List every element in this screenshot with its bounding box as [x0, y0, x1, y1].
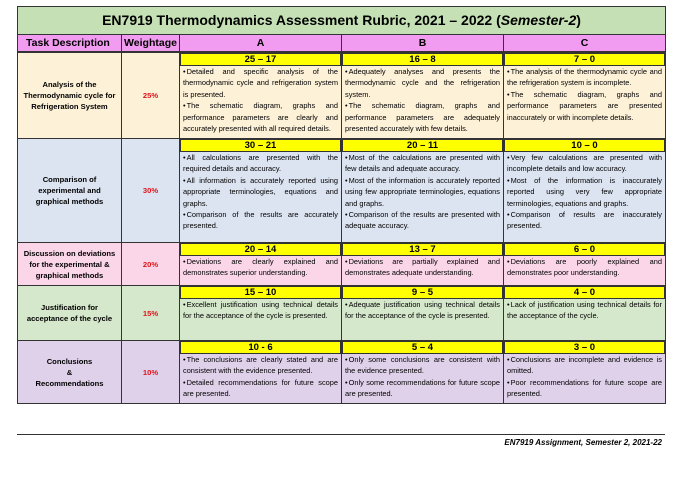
grade-description [342, 299, 503, 340]
criteria-bullet: • The schematic diagram, graphs and performance parameters are presented inaccurately or with incomplete details. [507, 89, 662, 123]
task-line: & [66, 367, 73, 377]
grade-cell-c [504, 341, 666, 404]
task-line: graphical methods [35, 270, 104, 280]
task-line: Comparison of [42, 175, 97, 184]
rubric-table [17, 6, 666, 52]
score-range: 13 – 7 [342, 243, 503, 256]
criteria-bullet: • Very few calculations are presented with incomplete details and low accuracy. [507, 152, 662, 175]
criteria-bullet: • Detailed recommendations for future scope are presented. [183, 377, 338, 400]
task-line: acceptance of the cycle [26, 314, 113, 323]
header-grade-a: A [180, 35, 342, 52]
grade-description [504, 152, 665, 242]
criteria-bullet: • Adequately analyses and presents the thermodynamic cycle and the refrigeration system. [345, 66, 500, 100]
header-grade-b: B [342, 35, 504, 52]
rubric-body [17, 52, 666, 404]
criteria-bullet: • Most of the information is accurately reported using few appropriate terminologies, equations and graphs. [345, 175, 500, 209]
score-range: 10 – 0 [504, 139, 665, 152]
grade-cell-a [180, 286, 342, 341]
task-description [18, 139, 122, 243]
task-line: Conclusions [46, 356, 93, 366]
grade-cell-a [180, 341, 342, 404]
grade-cell-a [180, 53, 342, 139]
criteria-bullet: • Deviations are partially explained and demonstrates adequate understanding. [345, 256, 500, 279]
task-line: Discussion on deviations [23, 248, 116, 258]
score-range: 15 – 10 [180, 286, 341, 299]
criteria-bullet: • Only some recommendations for future scope are presented. [345, 377, 500, 400]
grade-description [504, 66, 665, 138]
grade-description [342, 152, 503, 242]
grade-cell-b [342, 286, 504, 341]
grade-description [342, 66, 503, 138]
grade-cell-a [180, 139, 342, 243]
weightage-value: 20% [122, 243, 180, 286]
score-range: 10 - 6 [180, 341, 341, 354]
criteria-bullet: • Most of the information is inaccurately reported using very few appropriate terminologies, equations and graphs. [507, 175, 662, 209]
score-range: 5 – 4 [342, 341, 503, 354]
header-weightage: Weightage [122, 35, 180, 52]
score-range: 30 – 21 [180, 139, 341, 152]
task-description [18, 286, 122, 341]
criteria-bullet: • Comparison of results are inaccurately presented. [507, 209, 662, 232]
rubric-row [18, 243, 666, 286]
grade-description [180, 256, 341, 285]
criteria-bullet: • Detailed and specific analysis of the thermodynamic cycle and refrigeration system is presented. [183, 66, 338, 100]
criteria-bullet: • Conclusions are incomplete and evidence is omitted. [507, 354, 662, 377]
score-range: 16 – 8 [342, 53, 503, 66]
grade-cell-b [342, 243, 504, 286]
criteria-bullet: • All information is accurately reported using appropriate terminologies, equations and graphs. [183, 175, 338, 209]
weightage-value: 10% [122, 341, 180, 404]
rubric-row [18, 286, 666, 341]
task-description [18, 341, 122, 404]
score-range: 7 – 0 [504, 53, 665, 66]
grade-cell-b [342, 341, 504, 404]
header-grade-c: C [504, 35, 666, 52]
task-line: experimental and [38, 186, 101, 195]
task-line: Refrigeration System [31, 102, 108, 111]
task-line: Recommendations [35, 378, 104, 388]
grade-cell-b [342, 53, 504, 139]
criteria-bullet: • The schematic diagram, graphs and performance parameters are clearly and accurately presented with all required details. [183, 100, 338, 134]
score-range: 4 – 0 [504, 286, 665, 299]
weightage-value: 30% [122, 139, 180, 243]
criteria-bullet: • The analysis of the thermodynamic cycle and the refrigeration system is incomplete. [507, 66, 662, 89]
criteria-bullet: • Comparison of the results are accurately presented. [183, 209, 338, 232]
rubric-container [17, 6, 665, 404]
criteria-bullet: • The conclusions are clearly stated and are consistent with the evidence presented. [183, 354, 338, 377]
task-line: graphical methods [35, 197, 104, 206]
criteria-bullet: • All calculations are presented with the required details and accuracy. [183, 152, 338, 175]
criteria-bullet: • Most of the calculations are presented with few details and adequate accuracy. [345, 152, 500, 175]
header-task: Task Description [18, 35, 122, 52]
grade-cell-a [180, 243, 342, 286]
score-range: 6 – 0 [504, 243, 665, 256]
grade-cell-c [504, 286, 666, 341]
grade-cell-c [504, 243, 666, 286]
score-range: 9 – 5 [342, 286, 503, 299]
grade-description [342, 256, 503, 285]
footer-divider [17, 434, 665, 435]
criteria-bullet: • Only some conclusions are consistent with the evidence presented. [345, 354, 500, 377]
grade-description [180, 66, 341, 138]
task-description [18, 243, 122, 286]
grade-cell-b [342, 139, 504, 243]
criteria-bullet: • Deviations are poorly explained and demonstrates poor understanding. [507, 256, 662, 279]
grade-description [342, 354, 503, 403]
rubric-title: EN7919 Thermodynamics Assessment Rubric, 2021 – 2022 (Semester-2) [18, 7, 666, 35]
score-range: 20 – 14 [180, 243, 341, 256]
rubric-row [18, 139, 666, 243]
score-range: 25 – 17 [180, 53, 341, 66]
rubric-row [18, 53, 666, 139]
criteria-bullet: • Adequate justification using technical details for the acceptance of the cycle is presented. [345, 299, 500, 322]
grade-description [180, 152, 341, 242]
task-line: Analysis of the [42, 80, 97, 89]
grade-description [504, 354, 665, 403]
weightage-value: 25% [122, 53, 180, 139]
grade-description [504, 299, 665, 340]
header-row [18, 35, 666, 52]
criteria-bullet: • The schematic diagram, graphs and performance parameters are adequately presented accurately with few details. [345, 100, 500, 134]
grade-description [180, 354, 341, 403]
criteria-bullet: • Deviations are clearly explained and demonstrates superior understanding. [183, 256, 338, 279]
task-description [18, 53, 122, 139]
rubric-row [18, 341, 666, 404]
criteria-bullet: • Poor recommendations for future scope are presented. [507, 377, 662, 400]
grade-description [504, 256, 665, 285]
task-line: Justification for [41, 303, 98, 312]
task-line: for the experimental & [29, 259, 110, 269]
criteria-bullet: • Comparison of the results are presented with adequate accuracy. [345, 209, 500, 232]
grade-description [180, 299, 341, 340]
score-range: 20 – 11 [342, 139, 503, 152]
criteria-bullet: • Excellent justification using technical details for the acceptance of the cycle is presented. [183, 299, 338, 322]
score-range: 3 – 0 [504, 341, 665, 354]
weightage-value: 15% [122, 286, 180, 341]
grade-cell-c [504, 53, 666, 139]
task-line: Thermodynamic cycle for [23, 91, 116, 100]
grade-cell-c [504, 139, 666, 243]
page-footer: EN7919 Assignment, Semester 2, 2021-22 [504, 438, 662, 447]
criteria-bullet: • Lack of justification using technical details for the acceptance of the cycle. [507, 299, 662, 322]
